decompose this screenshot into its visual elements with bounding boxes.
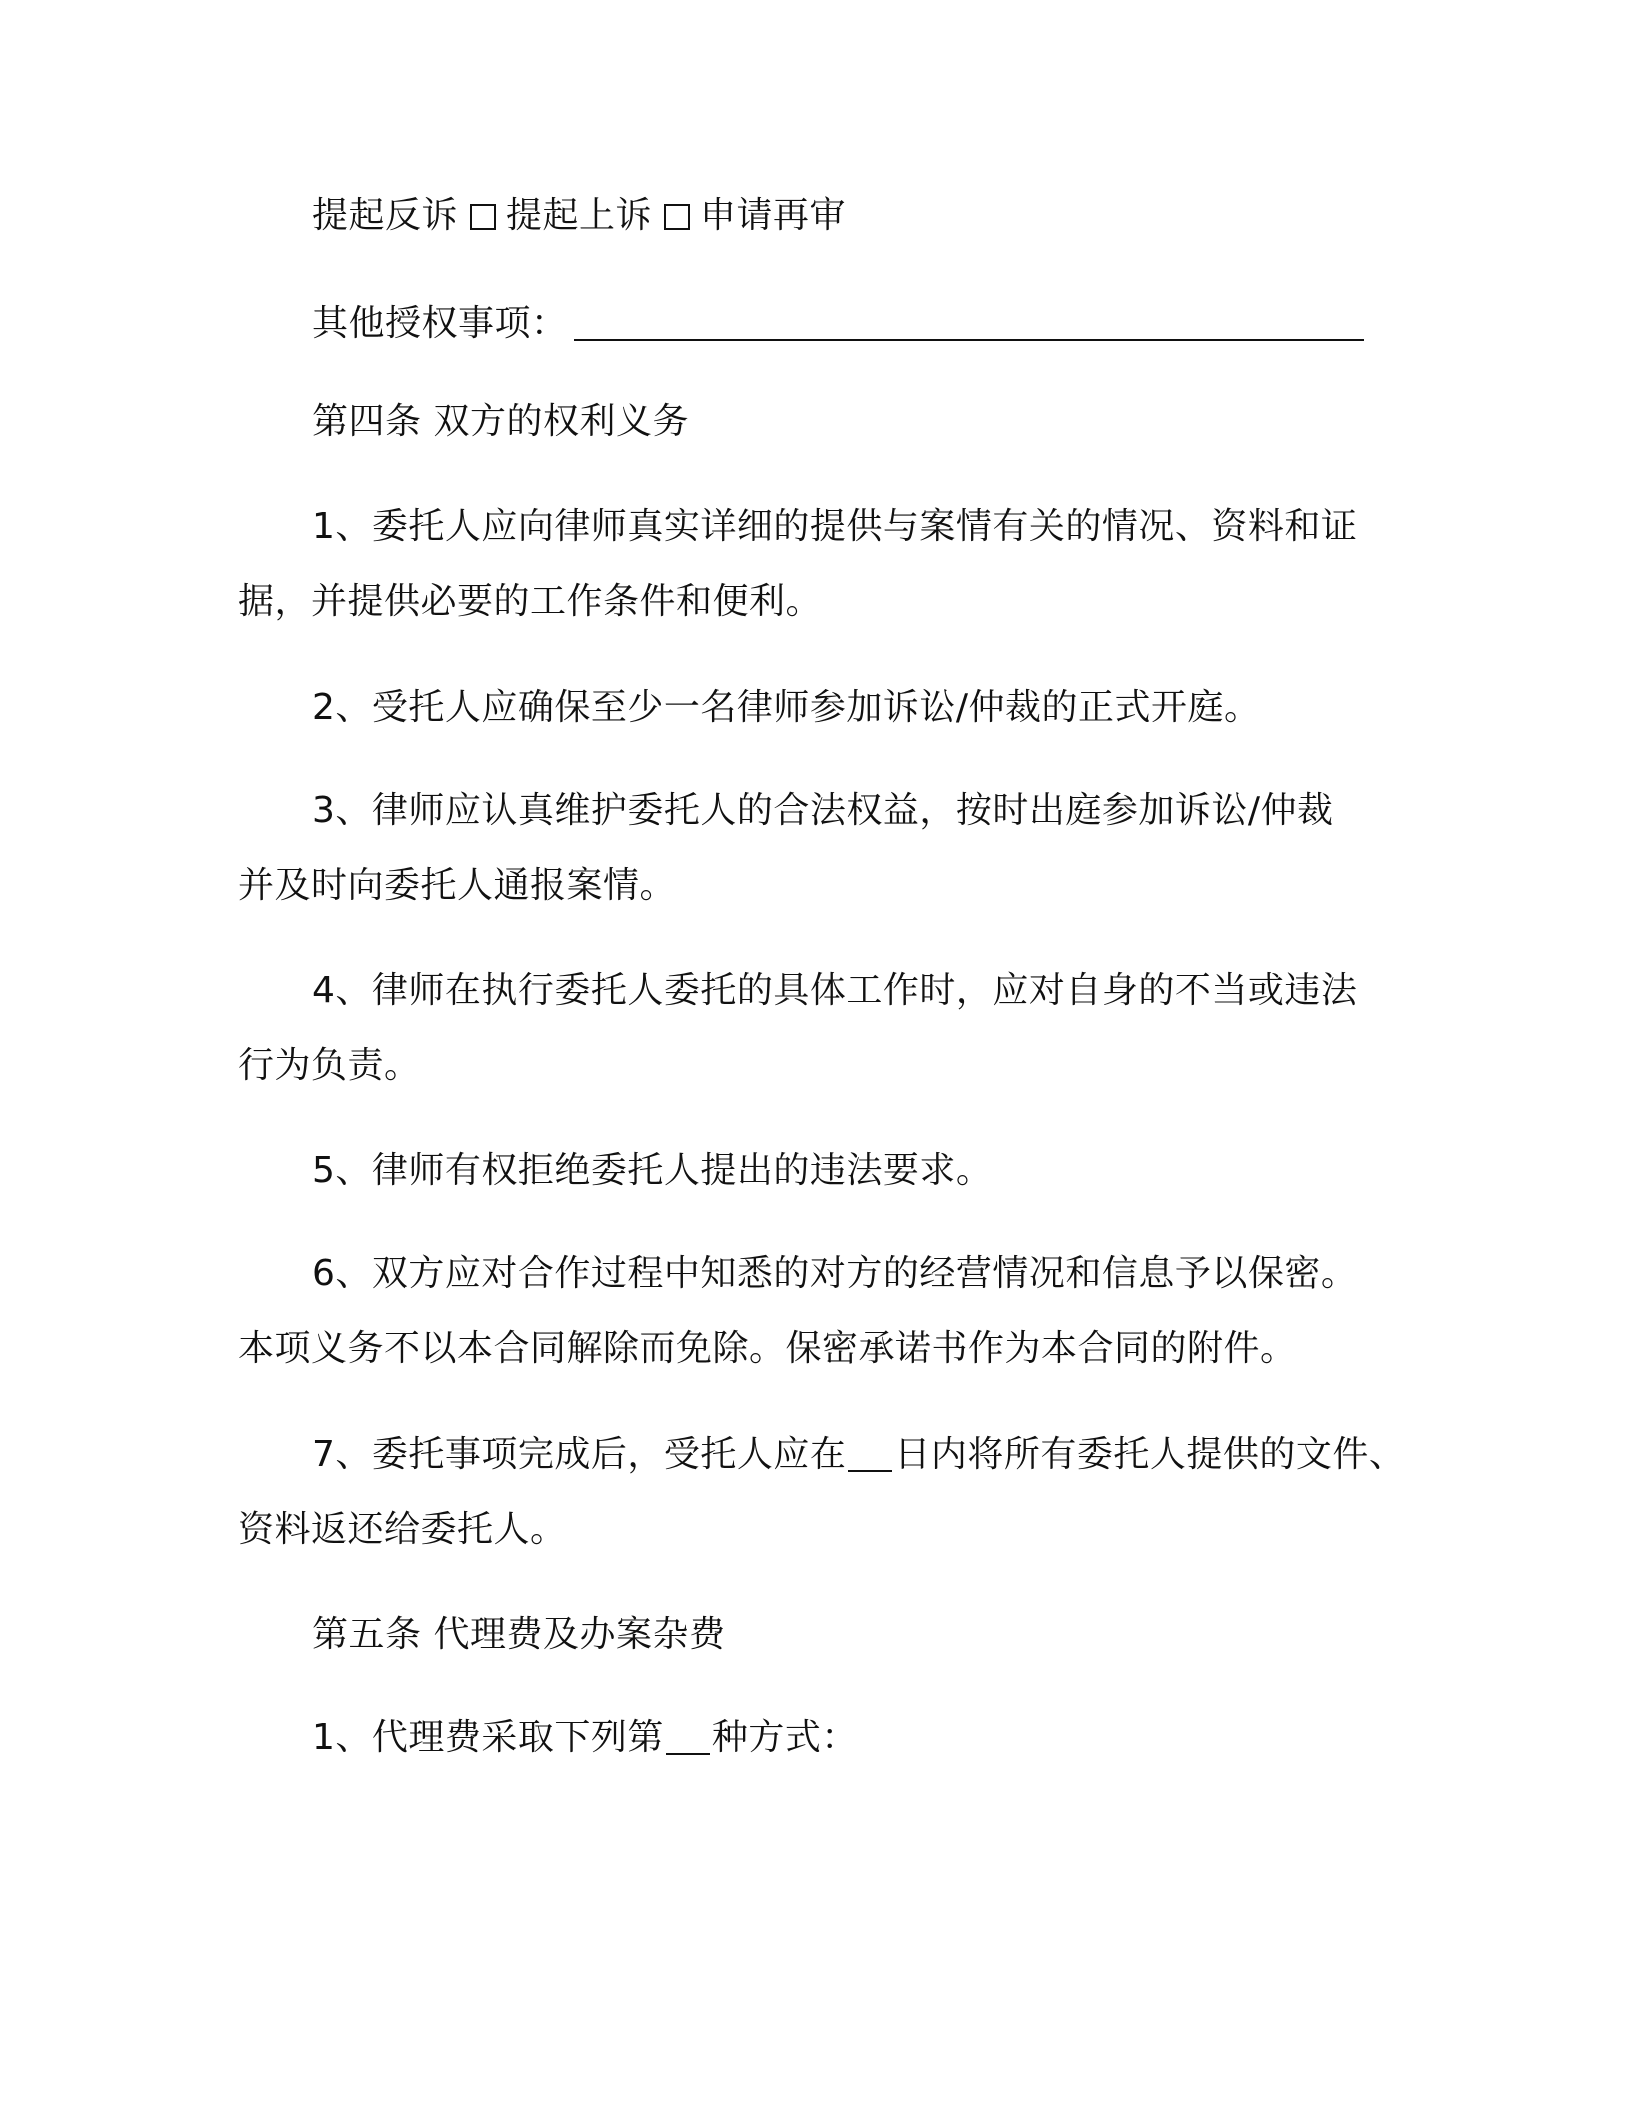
article4-item7-text-b: 日内将所有委托人提供的文件、 — [894, 1434, 1406, 1475]
article4-item4-line2: 行为负责。 — [238, 1045, 421, 1086]
other-authorization-label: 其他授权事项： — [312, 303, 568, 344]
article4-item1-line2: 据，并提供必要的工作条件和便利。 — [238, 581, 823, 622]
article4-item7-line1 — [312, 1435, 1405, 1475]
article4-title: 第四条 双方的权利义务 — [312, 401, 689, 442]
retrial-checkbox[interactable] — [664, 204, 690, 230]
article4-item1-line1: 1、委托人应向律师真实详细的提供与案情有关的情况、资料和证 — [312, 506, 1358, 547]
article4-item6-line1: 6、双方应对合作过程中知悉的对方的经营情况和信息予以保密。 — [312, 1253, 1358, 1294]
article5-title: 第五条 代理费及办案杂费 — [312, 1614, 726, 1655]
article5-item1-text-b: 种方式： — [711, 1717, 858, 1758]
other-authorization-line — [312, 304, 1364, 344]
article4-item7-line2: 资料返还给委托人。 — [238, 1509, 567, 1550]
option-counterclaim-label: 提起反诉 — [312, 195, 459, 236]
option-retrial-label: 申请再审 — [700, 195, 847, 236]
article5-item1-text-a: 1、代理费采取下列第 — [312, 1717, 664, 1758]
article4-item3-line2: 并及时向委托人通报案情。 — [238, 865, 677, 906]
return-days-blank[interactable] — [848, 1436, 892, 1472]
article4-item3-line1: 3、律师应认真维护委托人的合法权益，按时出庭参加诉讼/仲裁 — [312, 790, 1334, 831]
article5-item1 — [312, 1718, 858, 1758]
article4-item4-line1: 4、律师在执行委托人委托的具体工作时，应对自身的不当或违法 — [312, 970, 1358, 1011]
option-appeal-label: 提起上诉 — [506, 195, 653, 236]
fee-method-blank[interactable] — [666, 1719, 710, 1755]
article4-item6-line2: 本项义务不以本合同解除而免除。保密承诺书作为本合同的附件。 — [238, 1328, 1297, 1369]
appeal-checkbox[interactable] — [470, 204, 496, 230]
authorization-options-line — [312, 196, 846, 236]
article4-item5: 5、律师有权拒绝委托人提出的违法要求。 — [312, 1150, 993, 1191]
article4-item2: 2、受托人应确保至少一名律师参加诉讼/仲裁的正式开庭。 — [312, 687, 1261, 728]
article4-item7-text-a: 7、委托事项完成后，受托人应在 — [312, 1434, 847, 1475]
other-authorization-blank[interactable] — [574, 305, 1364, 341]
